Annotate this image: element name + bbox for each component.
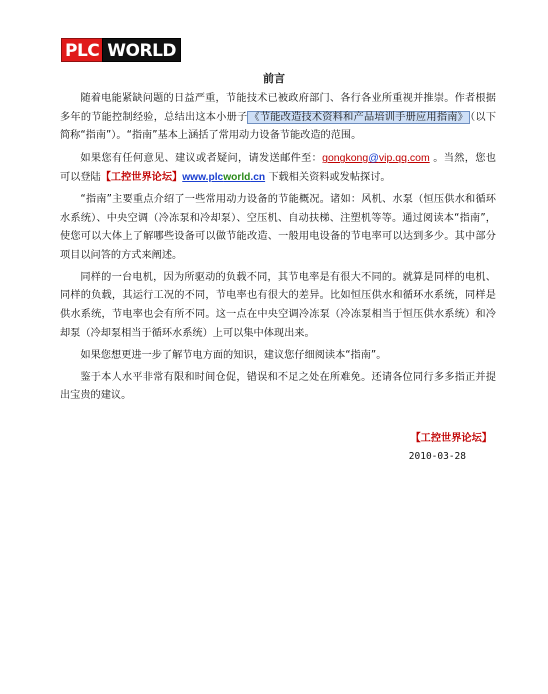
logo-plc-text: PLC: [61, 38, 102, 62]
email-link[interactable]: gongkong@vip.qq.com: [322, 152, 430, 165]
forum-name: 【工控世界论坛】: [100, 171, 183, 183]
intro-text: 随着电能紧缺问题的日益严重，节能技术已被政府部门、各行各业所重视并推崇。作者根据多年的节能控制经验，总结出这本小册子: [60, 93, 496, 123]
page-title: 前言: [263, 72, 285, 85]
paragraph-motor: 同样的一台电机，因为所驱动的负载不同，其节电率是有很大不同的。就算是同样的电机、同样的负载，其运行工况的不同，节电率也有很大的差异。比如恒压供水和循环水系统，同样是供水系统，节电率也会有所不同。这一点在中央空调冷冻泵（冷冻泵相当于恒压供水系统）和冷却泵（冷却泵相当于循环水系统）上可以集中体现出来。: [60, 271, 496, 339]
paragraph-suggest: 如果您想更进一步了解节电方面的知识，建议您仔细阅读本“指南”。: [80, 349, 387, 361]
highlighted-book-title[interactable]: 《节能改造技术资料和产品培训手册应用指南》: [249, 111, 469, 123]
contact-text-end: 下载相关资料或发帖探讨。: [265, 171, 391, 183]
signature-date: 2010-03-28: [408, 451, 466, 462]
signature-block: [409, 430, 492, 466]
paragraph-intro: [60, 90, 496, 146]
plcworld-logo: [61, 38, 181, 62]
paragraph-disclaimer: 鉴于本人水平非常有限和时间仓促，错误和不足之处在所难免。还请各位同行多多指正并提出宝贵的建议。: [60, 371, 496, 402]
contact-text-cont: 。当然，您也可以登陆: [60, 153, 496, 183]
contact-text: 如果您有任何意见、建议或者疑问，请发送邮件至：: [80, 153, 323, 165]
signature-brand: 【工控世界论坛】: [410, 433, 492, 444]
document-body: [60, 90, 496, 410]
logo-world-text: WORLD: [102, 38, 181, 62]
intro-text-cont: （以下简称“指南”）。“指南”基本上涵括了常用动力设备节能改造的范围。: [60, 111, 497, 142]
paragraph-overview: “指南”主要重点介绍了一些常用动力设备的节能概况。诸如：风机、水泵（恒压供水和循环水系统）、中央空调（冷冻泵和冷却泵）、空压机、自动扶梯、注塑机等等。通过阅读本“指南”，使您可以大体上了解哪些设备可以做节能改造、一般用电设备的节电率可以达到多少。其中部分项目以问答的方式来阐述。: [60, 193, 496, 261]
paragraph-contact: [60, 149, 496, 187]
forum-url-link[interactable]: www.plcworld.cn: [182, 171, 266, 183]
